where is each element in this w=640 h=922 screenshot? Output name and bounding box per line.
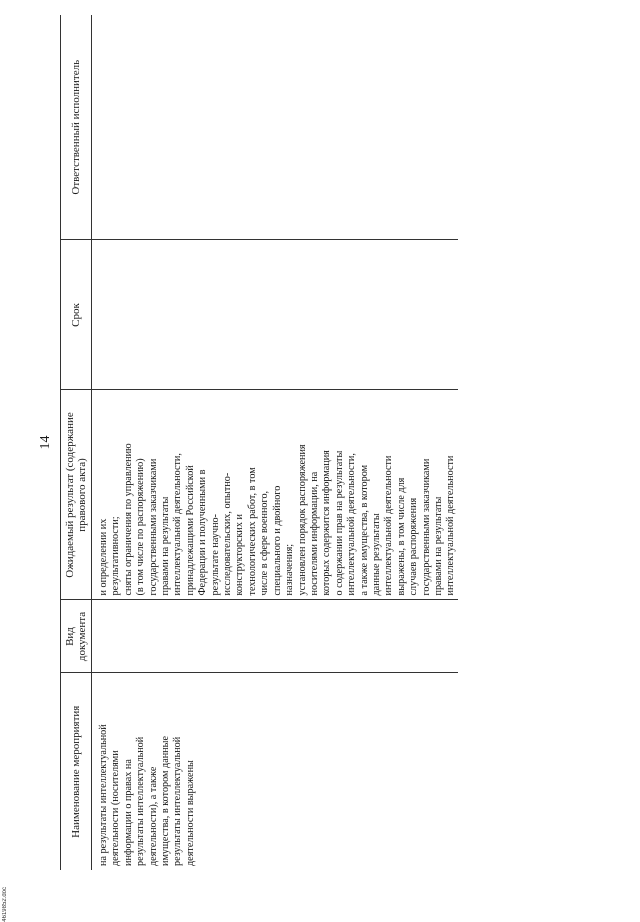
text-line: результате научно- (209, 513, 221, 596)
cell-result (92, 390, 458, 600)
text-line: технологических работ, в том (246, 467, 258, 596)
text-line: интеллектуальной деятельности (445, 455, 457, 596)
header-deadline: Срок (61, 240, 92, 390)
text-line: результаты интеллектуальной (172, 736, 184, 866)
text-line: установлен порядок распоряжения (296, 444, 308, 596)
text-line: а также имущества, в котором (358, 464, 370, 596)
header-measure: Наименование мероприятия (61, 673, 92, 870)
text-line: государственными заказчиками (147, 458, 159, 596)
text-line: деятельности), а также (147, 766, 159, 866)
text-line: деятельности выражены (184, 760, 196, 866)
text-line: специального и двойного (271, 485, 283, 596)
header-result: Ожидаемый результат (содержание правового акта) (61, 390, 92, 600)
text-line: результативности; (110, 516, 122, 596)
text-line: Федерации и полученными в (197, 469, 209, 596)
text-line: имущества, в котором данные (160, 736, 172, 866)
table-header-row (61, 15, 92, 870)
table-row (92, 15, 458, 870)
text-line: правами на результаты (160, 496, 172, 596)
cell-deadline (92, 240, 458, 390)
text-line: числе в сфере военного, (259, 490, 271, 596)
text-line: правами на результаты (432, 496, 444, 596)
text-line: деятельности (носителями (110, 750, 122, 866)
text-line: сняты ограничения по управлению (122, 443, 134, 596)
cell-measure (92, 673, 458, 870)
text-line: результаты интеллектуальной (135, 736, 147, 866)
text-line: о содержании прав на результаты (333, 450, 345, 596)
text-line: интеллектуальной деятельности, (172, 453, 184, 596)
text-line: которых содержится информация (321, 450, 333, 596)
text-line: данные результаты (370, 513, 382, 596)
text-line: принадлежащими Российской (184, 465, 196, 596)
text-line: государственными заказчиками (420, 458, 432, 596)
rotated-page (38, 15, 605, 870)
measures-table (60, 15, 458, 870)
text-line: выражены, в том числе для (395, 477, 407, 596)
text-line: случаев распоряжения (408, 497, 420, 596)
page-number: 14 (38, 435, 53, 450)
text-line: информации о правах на (122, 759, 134, 866)
header-doc-type: Вид документа (61, 600, 92, 673)
cell-responsible (92, 15, 458, 240)
header-responsible: Ответственный исполнитель (61, 15, 92, 240)
text-line: конструкторских и (234, 514, 246, 596)
text-line: (в том числе по распоряжению) (135, 458, 147, 596)
text-line: на результаты интеллектуальной (98, 724, 109, 866)
file-name: 4619852.doc (2, 887, 8, 922)
text-line: интеллектуальной деятельности, (346, 453, 358, 596)
text-line: интеллектуальной деятельности (383, 455, 395, 596)
text-line: исследовательских, опытно- (222, 472, 234, 596)
cell-doc-type (92, 600, 458, 673)
text-line: и определении их (98, 518, 109, 596)
text-line: назначения; (284, 543, 296, 596)
text-line: носителями информации, на (308, 471, 320, 596)
